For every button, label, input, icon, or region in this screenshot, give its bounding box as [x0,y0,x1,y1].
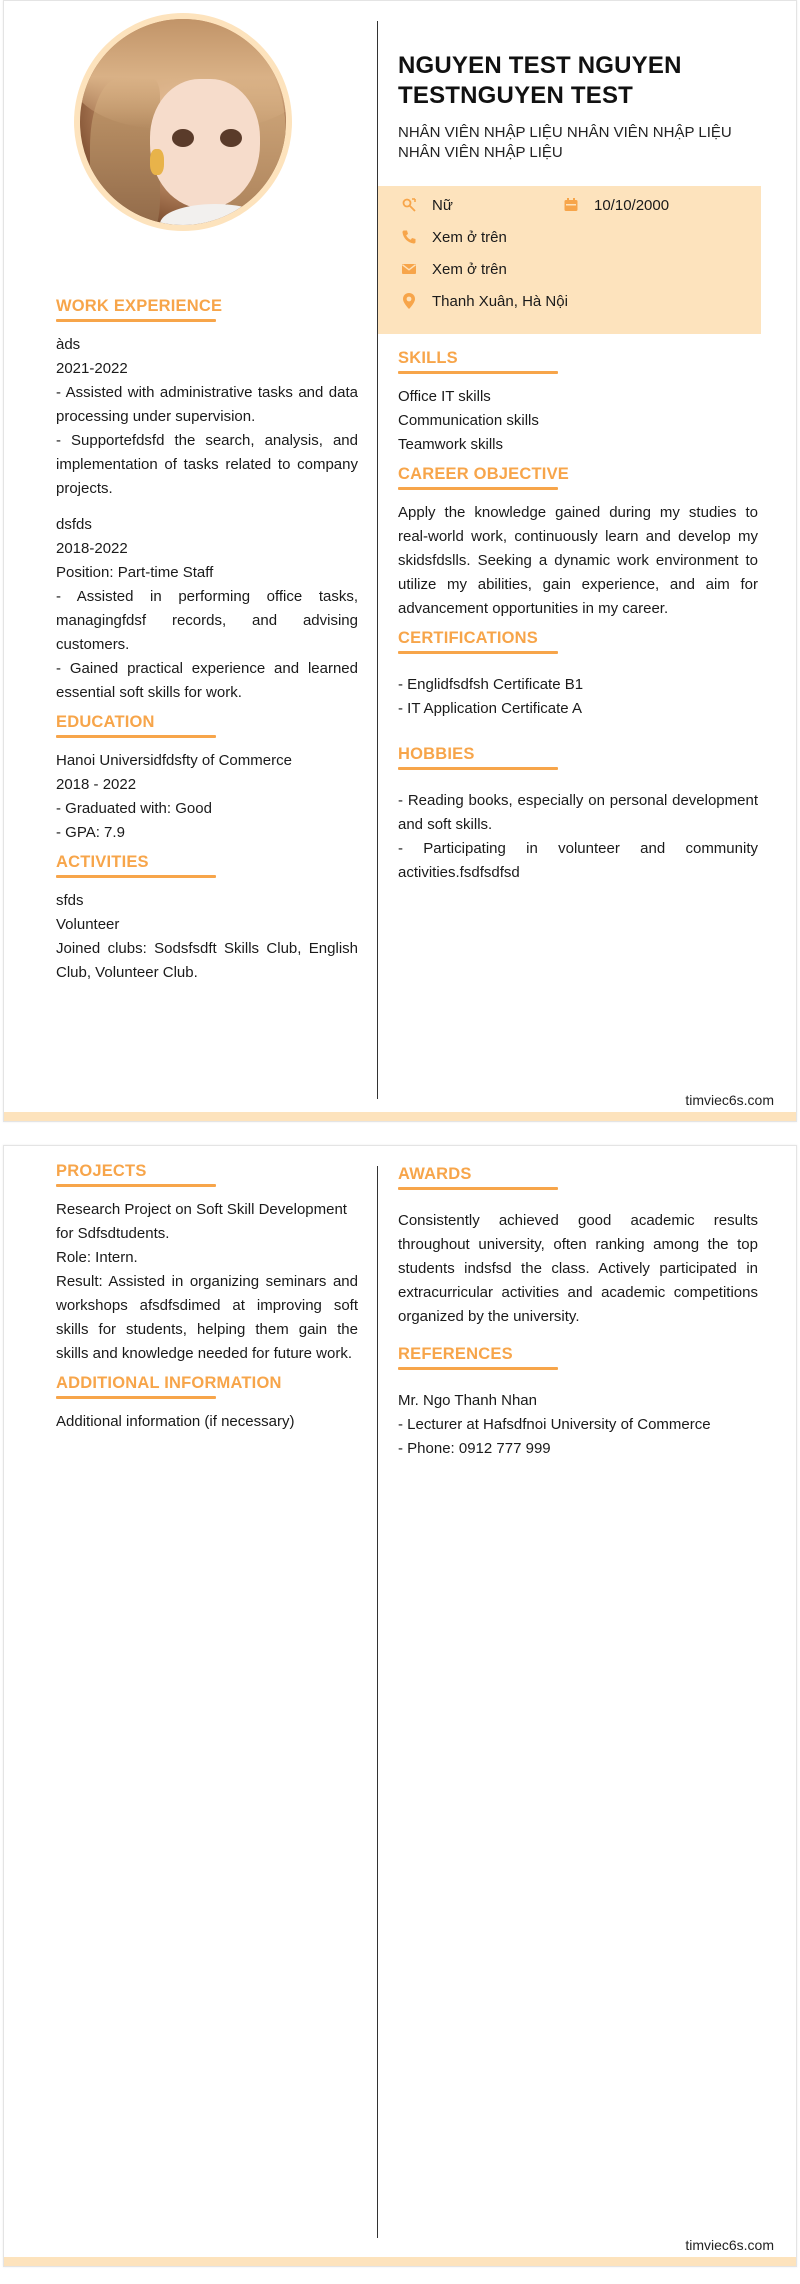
job-position: NHÂN VIÊN NHẬP LIỆU NHÂN VIÊN NHẬP LIỆU NHÂN VIÊN NHẬP LIỆU [398,124,732,161]
hobbies-list [398,789,758,885]
work-period: 2018-2022 [56,540,128,557]
contact-address [400,292,568,310]
activities-title: ACTIVITIES [56,853,149,875]
certifications-list [398,673,758,721]
address-value: Thanh Xuân, Hà Nội [432,292,568,310]
reference-item [398,1389,758,1461]
bottom-strip [4,1112,796,1121]
right-column-page-1 [398,349,758,891]
education-grade: - Graduated with: Good [56,800,212,817]
right-column-page-2 [398,1165,758,1467]
work-period: 2021-2022 [56,360,128,377]
additional-info-text: Additional information (if necessary) [56,1413,295,1430]
left-column-page-1 [56,297,358,991]
activity-item [56,889,358,985]
work-duty: - Gained practical experience and learned essential soft skills for work. [56,660,358,701]
phone-value: Xem ở trên [432,228,507,246]
awards-title: AWARDS [398,1165,472,1187]
work-company: dsfds [56,516,92,533]
certifications-title: CERTIFICATIONS [398,629,538,651]
footer-brand: timviec6s.com [685,1092,774,1108]
work-item [56,333,358,501]
education-period: 2018 - 2022 [56,776,137,793]
hobbies-title: HOBBIES [398,745,475,767]
column-divider [377,1166,378,2238]
cv-page-1 [3,0,797,1122]
activity-desc: Joined clubs: Sodsfsdft Skills Club, English Club, Volunteer Club. [56,940,358,981]
work-experience-title: WORK EXPERIENCE [56,297,222,319]
reference-phone: - Phone: 0912 777 999 [398,1440,551,1457]
cv-page-2 [3,1145,797,2267]
skills-list [398,385,758,457]
work-duty: - Assisted in performing office tasks, managingfdsf records, and advising customers. [56,588,358,653]
skills-title: SKILLS [398,349,458,371]
email-value: Xem ở trên [432,260,507,278]
work-item [56,513,358,705]
reference-name: Mr. Ngo Thanh Nhan [398,1392,537,1409]
column-divider [377,21,378,1099]
location-pin-icon [400,292,418,310]
work-duty: - Supportefdsfd the search, analysis, and implementation of tasks related to company projects. [56,432,358,497]
contact-box [378,186,761,334]
phone-icon [400,228,418,246]
skill-item: Communication skills [398,412,539,429]
work-company: àds [56,336,81,353]
certification-item: - Englidfsdfsh Certificate B1 [398,676,584,693]
hobby-item: - Participating in volunteer and community activities.fsdfsdfsd [398,840,758,881]
header-block [398,51,758,163]
work-duty: - Assisted with administrative tasks and data processing under supervision. [56,384,358,425]
education-item [56,749,358,845]
contact-birthday [562,196,669,214]
reference-job: - Lecturer at Hafsdfnoi University of Commerce [398,1416,711,1433]
skill-item: Teamwork skills [398,436,504,453]
email-icon [400,260,418,278]
avatar [74,13,292,231]
awards-text: Consistently achieved good academic results throughout university, often ranking among the top students indsfsd the class. Actively participated in extracurricular activities and academic competitions organized by the university. [398,1212,758,1325]
activity-role: Volunteer [56,916,120,933]
hobby-item: - Reading books, especially on personal development and soft skills. [398,792,758,833]
career-objective-title: CAREER OBJECTIVE [398,465,569,487]
education-school: Hanoi Universidfdsfty of Commerce [56,752,292,769]
activity-org: sfds [56,892,84,909]
gender-icon [400,196,418,214]
bottom-strip [4,2257,796,2266]
footer-brand: timviec6s.com [685,2237,774,2253]
references-title: REFERENCES [398,1345,513,1367]
education-title: EDUCATION [56,713,155,735]
full-name: NGUYEN TEST NGUYEN TESTNGUYEN TEST [398,52,682,109]
left-column-page-2 [56,1162,358,1440]
project-result: Result: Assisted in organizing seminars and workshops afsdfsdimed at improving soft skills for students, helping them gain the skills and knowledge needed for future work. [56,1273,358,1362]
project-name: Research Project on Soft Skill Development for Sdfsdtudents. [56,1201,347,1242]
certification-item: - IT Application Certificate A [398,700,582,717]
project-role: Role: Intern. [56,1249,138,1266]
education-gpa: - GPA: 7.9 [56,824,125,841]
contact-email [400,260,507,278]
calendar-icon [562,196,580,214]
additional-info-title: ADDITIONAL INFORMATION [56,1374,282,1396]
contact-gender [400,196,453,214]
contact-phone [400,228,507,246]
skill-item: Office IT skills [398,388,491,405]
projects-title: PROJECTS [56,1162,147,1184]
birthday-value: 10/10/2000 [594,196,670,214]
work-role: Position: Part-time Staff [56,564,214,581]
career-objective-text: Apply the knowledge gained during my studies to real-world work, continuously learn and develop my skidsfdslls. Seeking a dynamic work environment to utilize my abilities, gain experience, and aim for advancement opportunities in my career. [398,504,758,617]
gender-value: Nữ [432,196,453,214]
project-item [56,1198,358,1366]
